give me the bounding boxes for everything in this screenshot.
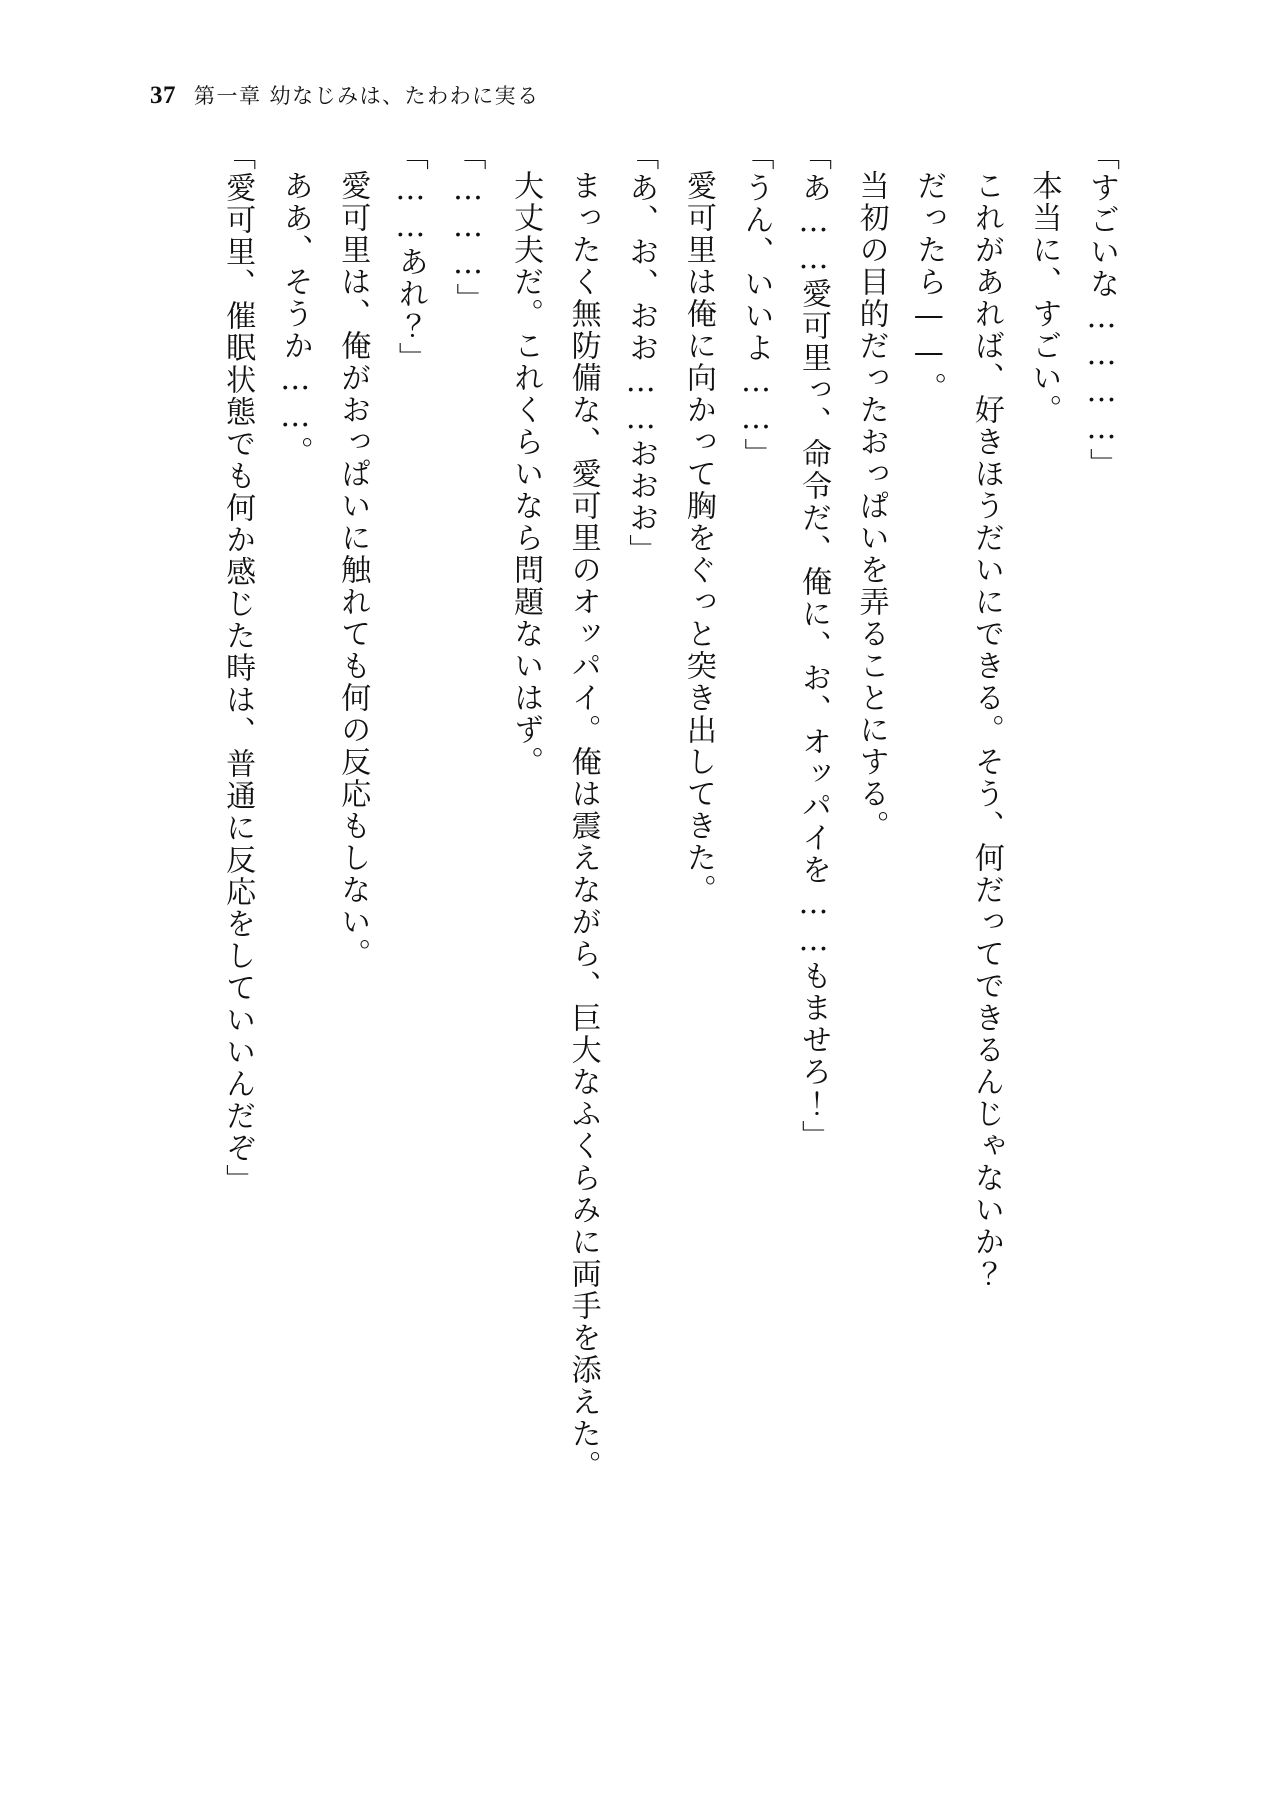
text-line: これがあれば、好きほうだいにできる。そう、何だってできるんじゃないか？ (968, 170, 1004, 1290)
text-line: 当初の目的だったおっぱいを弄ることにする。 (853, 170, 889, 842)
text-line: 「すごいな…………」 (1084, 140, 1119, 480)
text-line: だったら——。 (911, 170, 947, 404)
text-line: 「愛可里、催眠状態でも何か感じた時は、普通に反応をしていいんだぞ」 (220, 140, 256, 1196)
running-head (150, 80, 540, 110)
text-line: まったく無防備な、愛可里のオッパイ。俺は震えながら、巨大なふくらみに両手を添えた。 (565, 170, 601, 1482)
text-line: 愛可里は俺に向かって胸をぐっと突き出してきた。 (680, 170, 716, 906)
text-line: 本当に、すごい。 (1026, 170, 1062, 426)
chapter-title: 第一章 幼なじみは、たわわに実る (194, 84, 540, 108)
body-text (220, 140, 1130, 1520)
page-number: 37 (150, 82, 176, 109)
text-line: 「あ……愛可里っ、命令だ、俺に、お、オッパイを……もませろ！」 (796, 140, 832, 1152)
text-line: 大丈夫だ。これくらいなら問題ないはず。 (508, 170, 544, 778)
text-line: 愛可里は、俺がおっぱいに触れても何の反応もしない。 (335, 170, 371, 970)
text-line: 「……あれ？」 (392, 140, 428, 374)
text-line: 「………」 (450, 140, 486, 315)
text-line: 「あ、お、おお……おおお」 (623, 140, 659, 566)
text-line: 「うん、いいよ……」 (738, 140, 774, 470)
text-line: ああ、そうか……。 (277, 170, 313, 468)
